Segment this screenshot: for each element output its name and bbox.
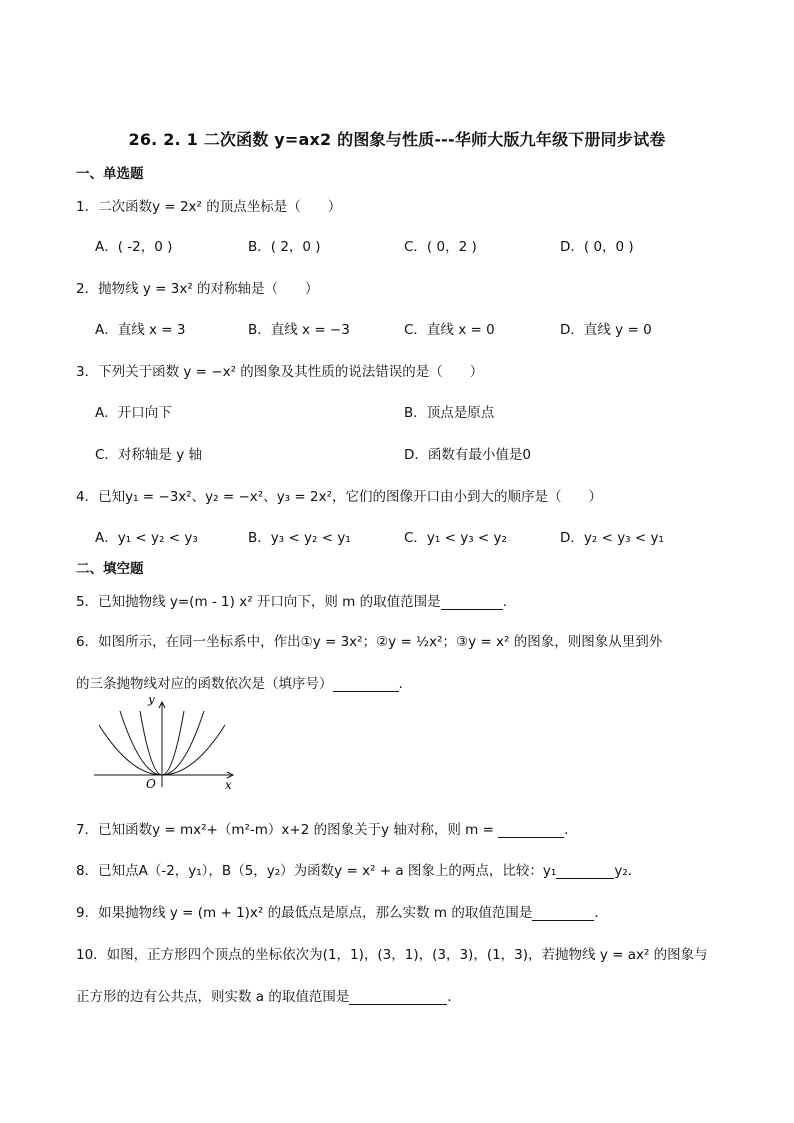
q9-tail: ． xyxy=(594,905,608,921)
q7-text: 7．已知函数y = mx²+（m²-m）x+2 的图象关于y 轴对称，则 m = xyxy=(76,822,494,838)
q7-answer-blank[interactable] xyxy=(498,823,564,838)
q5-tail: . xyxy=(502,594,507,610)
q5-text: 5．已知抛物线 y=(m - 1) x² 开口向下，则 m 的取值范围是 xyxy=(76,594,441,610)
q7-tail: ． xyxy=(564,822,578,838)
q1-option-b[interactable]: B．( 2，0 ) xyxy=(248,239,321,255)
question-2: 2．抛物线 y = 3x² 的对称轴是（ ） xyxy=(76,281,319,297)
q8-answer-blank[interactable] xyxy=(556,864,614,879)
question-4: 4．已知y₁ = −3x²、y₂ = −x²、y₃ = 2x²，它们的图像开口由小到大的顺序是（ ） xyxy=(76,489,602,505)
q4-option-b[interactable]: B．y₃ < y₂ < y₁ xyxy=(248,530,351,546)
q10-answer-blank[interactable] xyxy=(349,990,447,1005)
q6-text: 的三条抛物线对应的函数依次是（填序号） xyxy=(76,676,333,692)
origin-label: O xyxy=(146,777,156,791)
question-6-line-1: 6．如图所示，在同一坐标系中，作出①y = 3x²；②y = ½x²；③y = x² 的图象，则图象从里到外 xyxy=(76,634,663,650)
q3-option-b[interactable]: B．顶点是原点 xyxy=(404,405,495,421)
q4-option-d[interactable]: D．y₂ < y₃ < y₁ xyxy=(560,530,664,546)
q2-option-c[interactable]: C．直线 x = 0 xyxy=(404,322,495,338)
question-7 xyxy=(76,818,578,838)
q6-tail: . xyxy=(398,676,403,692)
section-heading-fill-in: 二、填空题 xyxy=(76,561,144,577)
q2-option-d[interactable]: D．直线 y = 0 xyxy=(560,322,652,338)
question-10-line-1: 10．如图，正方形四个顶点的坐标依次为(1，1)，(3，1)，(3，3)，(1，3)，若抛物线 y = ax² 的图象与 xyxy=(76,947,708,963)
q1-option-c[interactable]: C．( 0，2 ) xyxy=(404,239,477,255)
question-8 xyxy=(76,859,641,879)
question-5 xyxy=(76,590,507,610)
q3-option-a[interactable]: A．开口向下 xyxy=(95,405,172,421)
q5-answer-blank[interactable] xyxy=(441,595,503,610)
parabola-figure xyxy=(90,697,240,792)
q3-option-d[interactable]: D．函数有最小值是0 xyxy=(404,447,531,463)
section-heading-single-choice: 一、单选题 xyxy=(76,166,144,182)
q10-tail: ． xyxy=(447,989,461,1005)
x-axis-label: x xyxy=(225,778,232,792)
q9-text: 9．如果抛物线 y = (m + 1)x² 的最低点是原点，那么实数 m 的取值范围是 xyxy=(76,905,533,921)
q3-option-c[interactable]: C．对称轴是 y 轴 xyxy=(95,447,202,463)
q4-option-a[interactable]: A．y₁ < y₂ < y₃ xyxy=(95,530,198,546)
y-axis-label: y xyxy=(148,697,155,706)
page-title: 26. 2. 1 二次函数 y=ax2 的图象与性质---华师大版九年级下册同步试卷 xyxy=(128,130,666,149)
q10-text: 正方形的边有公共点，则实数 a 的取值范围是 xyxy=(76,989,350,1005)
question-6-line-2 xyxy=(76,672,403,692)
question-3: 3．下列关于函数 y = −x² 的图象及其性质的说法错误的是（ ） xyxy=(76,364,484,380)
q2-option-a[interactable]: A．直线 x = 3 xyxy=(95,322,186,338)
q1-option-a[interactable]: A．( -2，0 ) xyxy=(95,239,173,255)
question-10-line-2 xyxy=(76,985,461,1005)
q8-tail: y₂． xyxy=(614,863,642,879)
q6-answer-blank[interactable] xyxy=(333,677,399,692)
q2-option-b[interactable]: B．直线 x = −3 xyxy=(248,322,350,338)
question-1: 1．二次函数y = 2x² 的顶点坐标是（ ） xyxy=(76,199,342,215)
question-9 xyxy=(76,901,608,921)
q4-option-c[interactable]: C．y₁ < y₃ < y₂ xyxy=(404,530,507,546)
q8-text: 8．已知点A（-2，y₁），B（5，y₂）为函数y = x² + a 图象上的两点，比较：y₁ xyxy=(76,863,557,879)
q1-option-d[interactable]: D．( 0，0 ) xyxy=(560,239,634,255)
q9-answer-blank[interactable] xyxy=(532,906,594,921)
